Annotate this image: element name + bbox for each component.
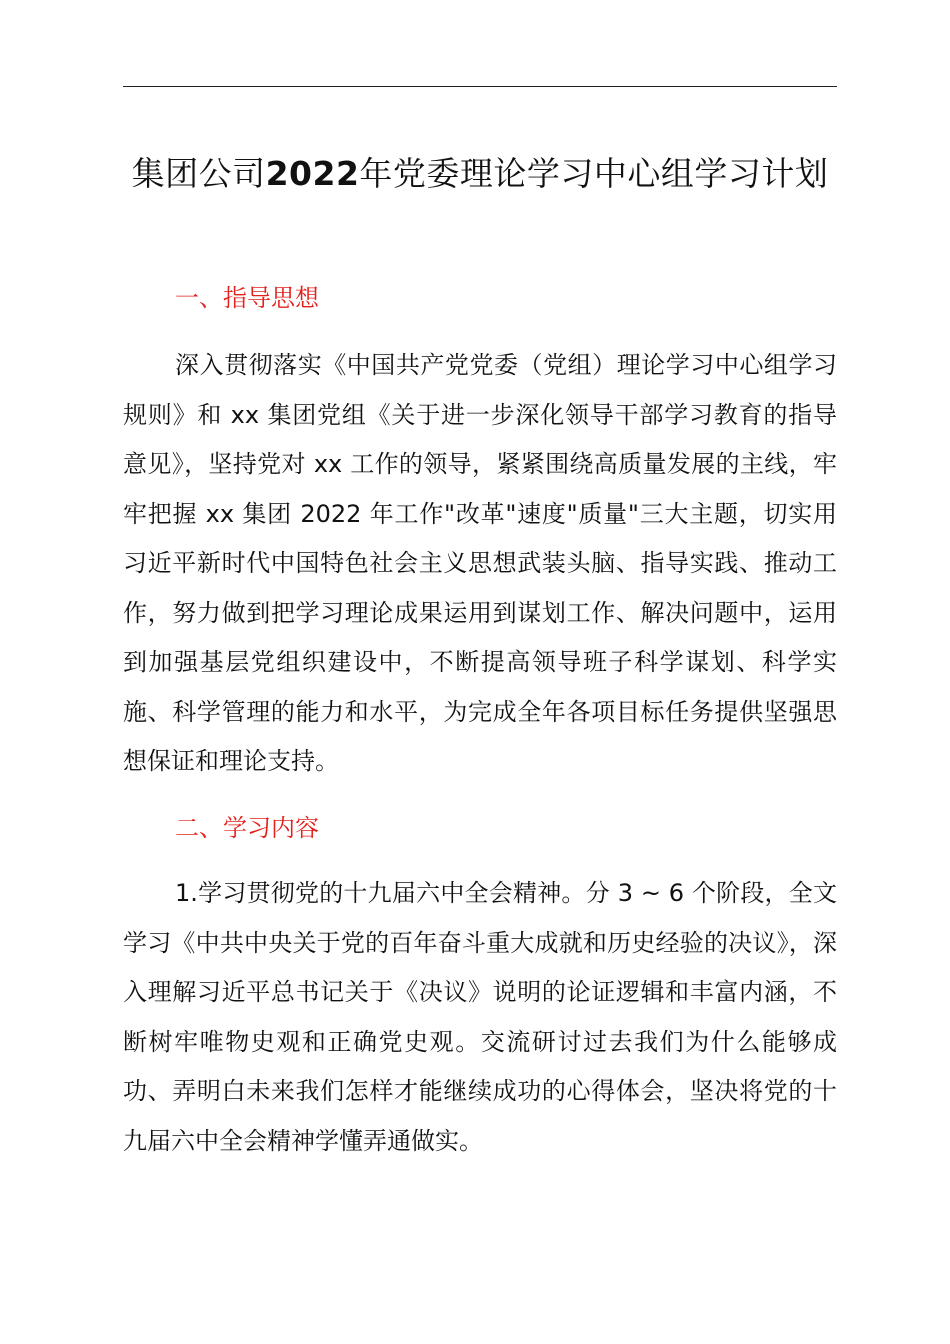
header-rule [123, 86, 837, 87]
title-prefix: 集团公司 [131, 154, 266, 193]
paragraph-study-item-1: 1.学习贯彻党的十九届六中全会精神。分 3 ~ 6 个阶段，全文学习《中共中央关于党的百年奋斗重大成就和历史经验的决议》，深入理解习近平总书记关于《决议》说明的论证逻辑和丰富内涵，不断树牢唯物史观和正确党史观。交流研讨过去我们为什么能够成功、弄明白未来我们怎样才能继续成功的心得体会，坚决将党的十九届六中全会精神学懂弄通做实。 [123, 879, 837, 1155]
section-heading-guiding-ideology: 一、指导思想 [175, 284, 319, 312]
paragraph-guiding-ideology: 深入贯彻落实《中国共产党党委（党组）理论学习中心组学习规则》和 xx 集团党组《关于进一步深化领导干部学习教育的指导意见》，坚持党对 xx 工作的领导，紧紧围绕高质量发展的主线，牢牢把握 xx 集团 2022 年工作"改革"速度"质量"三大主题，切实用习近平新时代中国特色社会主义思想武装头脑、指导实践、推动工作，努力做到把学习理论成果运用到谋划工作、解决问题中，运用到加强基层党组织建设中，不断提高领导班子科学谋划、科学实施、科学管理的能力和水平，为完成全年各项目标任务提供坚强思想保证和理论支持。 [123, 351, 837, 775]
section-heading-study-content: 二、学习内容 [175, 814, 319, 842]
title-year: 2022 [265, 154, 360, 193]
document-title [123, 148, 837, 200]
title-suffix: 年党委理论学习中心组学习计划 [359, 154, 829, 193]
